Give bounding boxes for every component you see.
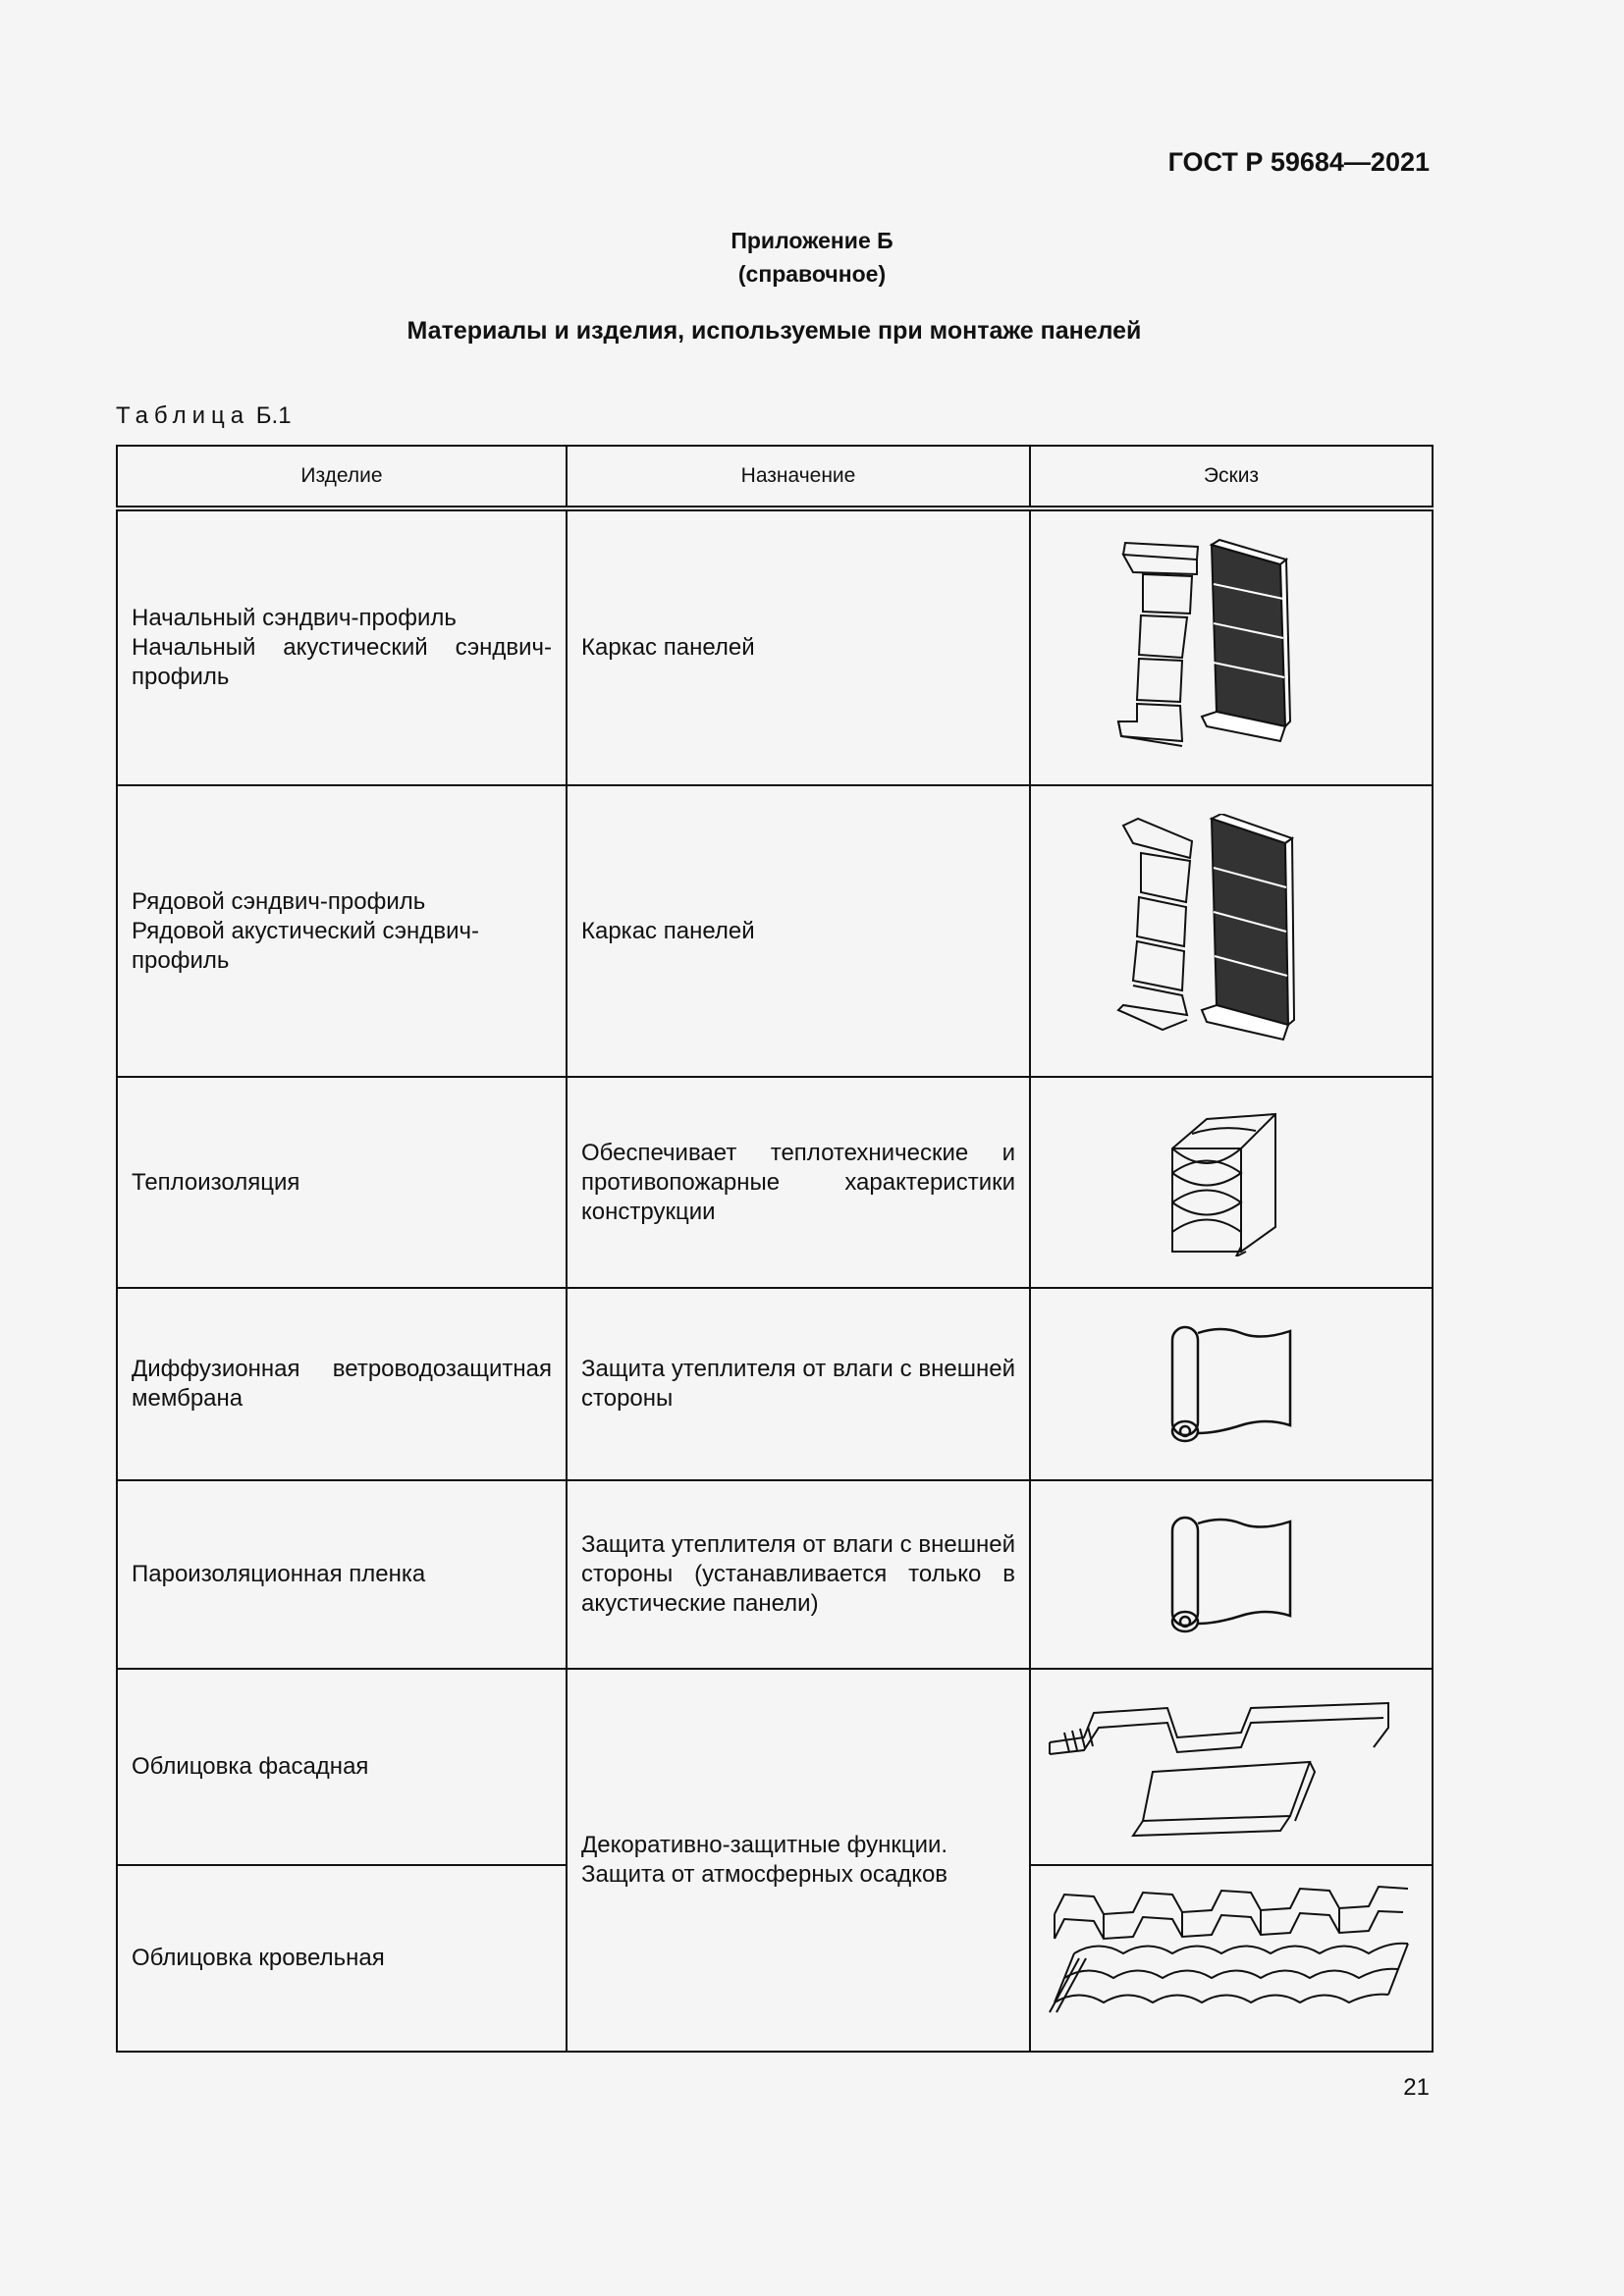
product-name: Начальный акустический сэндвич-профиль [132, 634, 552, 690]
roof-cladding-sketch [1045, 1885, 1418, 2032]
product-name: Облицовка фасадная [132, 1753, 369, 1780]
sketch-cell [1030, 508, 1433, 785]
annex-heading [0, 224, 1624, 291]
purpose-cell: Декоративно-защитные функции. Защита от атмосферных осадков [567, 1669, 1030, 2052]
facade-cladding-sketch [1045, 1693, 1418, 1841]
product-cell [117, 1288, 567, 1480]
table-caption [116, 402, 292, 430]
product-name: Теплоизоляция [132, 1168, 300, 1196]
product-cell [117, 1077, 567, 1288]
product-cell [117, 508, 567, 785]
table-header-row [117, 446, 1433, 508]
membrane-roll-sketch [1163, 1315, 1300, 1453]
table-row [117, 785, 1433, 1077]
purpose-cell: Защита утеплителя от влаги с внешней стороны (устанавливается только в акустические панели) [567, 1480, 1030, 1669]
sketch-cell [1030, 785, 1433, 1077]
table-row [117, 1077, 1433, 1288]
sketch-cell [1030, 1480, 1433, 1669]
product-cell [117, 785, 567, 1077]
sketch-cell [1030, 1077, 1433, 1288]
thermal-insulation-sketch [1163, 1109, 1300, 1256]
purpose-cell: Обеспечивает теплотехнические и противопожарные характеристики конструкции [567, 1077, 1030, 1288]
product-name: Диффузионная ветроводозащитная мембрана [132, 1356, 552, 1412]
table-row [117, 1669, 1433, 1865]
column-header-purpose: Назначение [567, 446, 1030, 508]
purpose-cell: Защита утеплителя от влаги с внешней стороны [567, 1288, 1030, 1480]
purpose-cell: Каркас панелей [567, 785, 1030, 1077]
purpose-cell: Каркас панелей [567, 508, 1030, 785]
sketch-cell [1030, 1288, 1433, 1480]
product-cell [117, 1669, 567, 1865]
table-row [117, 508, 1433, 785]
intermediate-sandwich-profile-sketch [1104, 814, 1359, 1049]
table-row [117, 1480, 1433, 1669]
product-name: Пароизоляционная пленка [132, 1561, 426, 1587]
sketch-cell [1030, 1669, 1433, 1865]
product-name: Начальный сэндвич-профиль [132, 605, 457, 631]
table-caption-number: Б.1 [255, 402, 292, 429]
table-caption-word: Таблица [116, 402, 250, 429]
starter-sandwich-profile-sketch [1104, 535, 1359, 761]
product-name: Рядовой акустический сэндвич-профиль [132, 917, 479, 974]
product-cell [117, 1480, 567, 1669]
product-cell [117, 1865, 567, 2052]
column-header-sketch: Эскиз [1030, 446, 1433, 508]
annex-status: (справочное) [737, 261, 887, 287]
section-title: Материалы и изделия, используемые при монтаже панелей [406, 317, 1142, 345]
table-row [117, 1288, 1433, 1480]
page-number: 21 [1403, 2074, 1430, 2101]
product-name: Рядовой сэндвич-профиль [132, 887, 426, 915]
product-name: Облицовка кровельная [132, 1945, 385, 1971]
sketch-cell [1030, 1865, 1433, 2052]
column-header-product: Изделие [117, 446, 567, 508]
materials-table [116, 445, 1434, 2053]
standard-code: ГОСТ Р 59684—2021 [1167, 147, 1430, 177]
vapor-film-roll-sketch [1163, 1506, 1300, 1643]
annex-title: Приложение Б [731, 228, 893, 253]
